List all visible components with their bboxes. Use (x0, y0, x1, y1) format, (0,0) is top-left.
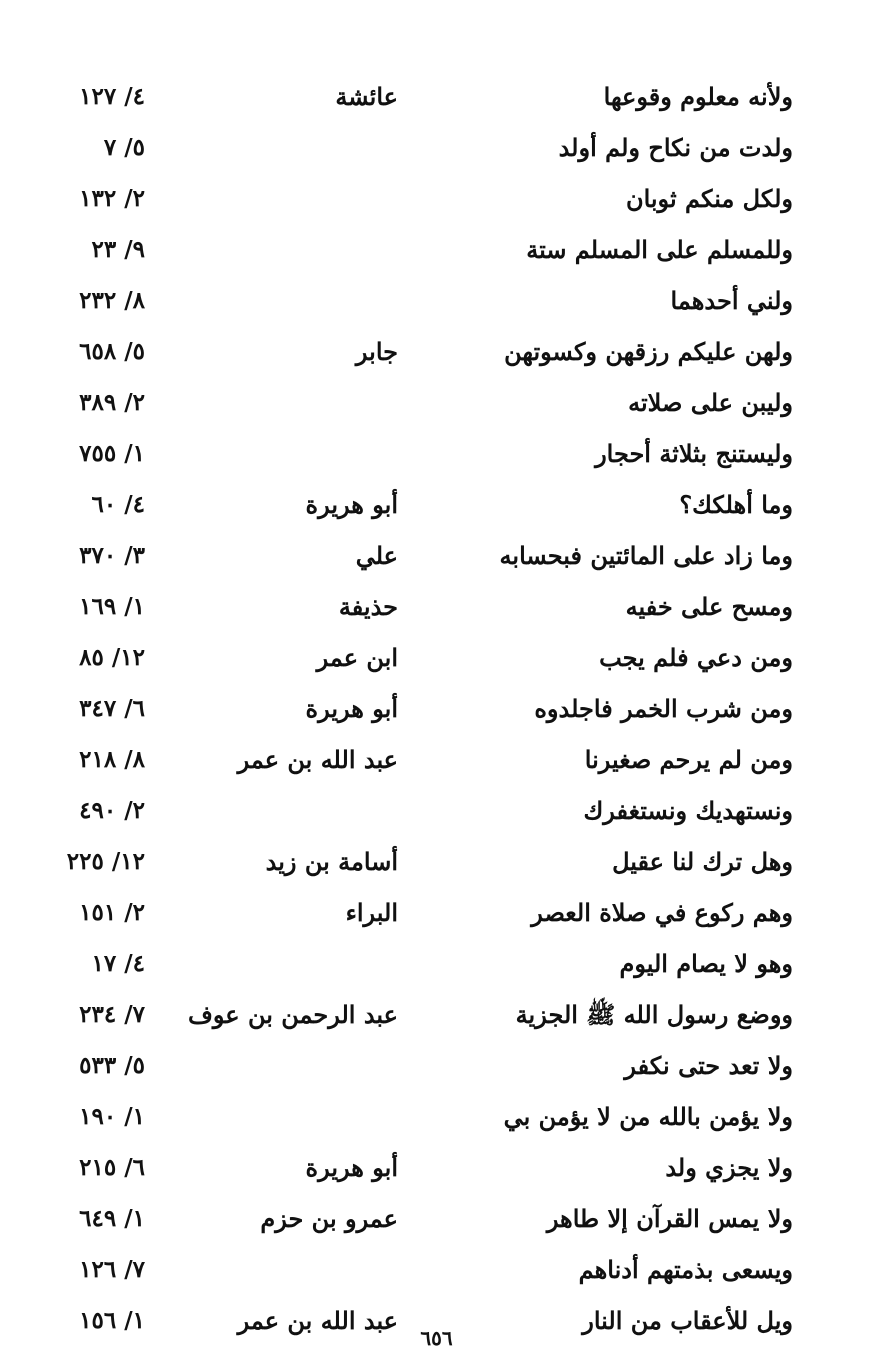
index-entry (0, 1091, 873, 1142)
hadith-text: وليستنج بثلاثة أحجار (595, 439, 793, 468)
index-entry (0, 479, 873, 530)
narrator-name: ابن عمر (316, 643, 398, 672)
narrator-name: البراء (345, 898, 398, 927)
narrator-name: عبد الرحمن بن عوف (188, 1000, 398, 1029)
volume-page-reference: ٢/ ١٣٢ (79, 185, 145, 212)
page-number: ٦٥٦ (420, 1326, 453, 1350)
volume-page-reference: ١/ ٧٥٥ (79, 440, 145, 467)
hadith-text: ولا تعد حتى نكفر (624, 1051, 793, 1080)
hadith-text: ولا يمس القرآن إلا طاهر (546, 1204, 793, 1233)
volume-page-reference: ٨/ ٢٣٢ (79, 287, 145, 314)
index-entry (0, 1142, 873, 1193)
volume-page-reference: ٩/ ٢٣ (91, 236, 145, 263)
volume-page-reference: ١٢/ ٢٢٥ (66, 848, 145, 875)
hadith-text: ولدت من نكاح ولم أولد (558, 133, 793, 162)
index-entry (0, 785, 873, 836)
volume-page-reference: ٢/ ٤٩٠ (79, 797, 145, 824)
index-entry (0, 71, 873, 122)
index-entry (0, 887, 873, 938)
volume-page-reference: ٥/ ٥٣٣ (79, 1052, 145, 1079)
volume-page-reference: ٨/ ٢١٨ (79, 746, 145, 773)
hadith-text: ولا يجزي ولد (665, 1153, 793, 1182)
volume-page-reference: ٦/ ٢١٥ (79, 1154, 145, 1181)
index-entry (0, 122, 873, 173)
volume-page-reference: ٧/ ١٢٦ (79, 1256, 145, 1283)
hadith-text: وهو لا يصام اليوم (619, 949, 793, 978)
volume-page-reference: ٢/ ٣٨٩ (79, 389, 145, 416)
index-entry (0, 326, 873, 377)
hadith-text: وهم ركوع في صلاة العصر (531, 898, 793, 927)
hadith-index-list (0, 71, 873, 1346)
hadith-text: ومن شرب الخمر فاجلدوه (534, 694, 793, 723)
hadith-text: وما أهلكك؟ (679, 490, 793, 519)
hadith-text: ولا يؤمن بالله من لا يؤمن بي (503, 1102, 793, 1131)
hadith-text: ويسعى بذمتهم أدناهم (578, 1255, 793, 1284)
hadith-text: وللمسلم على المسلم ستة (526, 235, 793, 264)
narrator-name: جابر (355, 337, 398, 366)
index-entry (0, 938, 873, 989)
volume-page-reference: ٤/ ١٧ (91, 950, 145, 977)
hadith-text: ونستهديك ونستغفرك (583, 796, 793, 825)
narrator-name: أبو هريرة (305, 490, 398, 519)
volume-page-reference: ٢/ ١٥١ (79, 899, 145, 926)
narrator-name: أسامة بن زيد (265, 847, 398, 876)
volume-page-reference: ٣/ ٣٧٠ (79, 542, 145, 569)
narrator-name: أبو هريرة (305, 694, 398, 723)
volume-page-reference: ١/ ١٦٩ (79, 593, 145, 620)
hadith-text: ومن لم يرحم صغيرنا (584, 745, 793, 774)
narrator-name: أبو هريرة (305, 1153, 398, 1182)
index-entry (0, 275, 873, 326)
narrator-name: علي (355, 541, 398, 570)
index-entry (0, 1040, 873, 1091)
index-entry (0, 1193, 873, 1244)
hadith-text: وما زاد على المائتين فبحسابه (499, 541, 793, 570)
hadith-text: ولهن عليكم رزقهن وكسوتهن (504, 337, 793, 366)
index-entry (0, 377, 873, 428)
volume-page-reference: ١٢/ ٨٥ (79, 644, 145, 671)
hadith-text: ولكل منكم ثوبان (625, 184, 793, 213)
volume-page-reference: ١/ ١٩٠ (79, 1103, 145, 1130)
index-entry (0, 734, 873, 785)
index-entry (0, 683, 873, 734)
narrator-name: عمرو بن حزم (260, 1204, 398, 1233)
volume-page-reference: ٥/ ٦٥٨ (79, 338, 145, 365)
index-entry (0, 224, 873, 275)
hadith-text: ومسح على خفيه (625, 592, 793, 621)
index-entry (0, 836, 873, 887)
narrator-name: عبد الله بن عمر (237, 745, 398, 774)
hadith-text: وهل ترك لنا عقيل (612, 847, 793, 876)
index-entry (0, 989, 873, 1040)
volume-page-reference: ٧/ ٢٣٤ (79, 1001, 145, 1028)
index-entry (0, 173, 873, 224)
volume-page-reference: ١/ ٦٤٩ (79, 1205, 145, 1232)
volume-page-reference: ٥/ ٧ (103, 134, 145, 161)
volume-page-reference: ٤/ ٦٠ (91, 491, 145, 518)
narrator-name: عبد الله بن عمر (237, 1306, 398, 1335)
narrator-name: عائشة (335, 82, 398, 111)
index-entry (0, 632, 873, 683)
volume-page-reference: ٦/ ٣٤٧ (79, 695, 145, 722)
index-entry (0, 1244, 873, 1295)
hadith-text: ولأنه معلوم وقوعها (603, 82, 793, 111)
hadith-text: وليبن على صلاته (628, 388, 793, 417)
hadith-text: ووضع رسول الله ﷺ الجزية (515, 1000, 793, 1029)
narrator-name: حذيفة (338, 592, 398, 621)
index-entry (0, 530, 873, 581)
hadith-text: ويل للأعقاب من النار (582, 1306, 793, 1335)
hadith-text: ولني أحدهما (670, 286, 793, 315)
volume-page-reference: ٤/ ١٢٧ (79, 83, 145, 110)
index-entry (0, 581, 873, 632)
volume-page-reference: ١/ ١٥٦ (79, 1307, 145, 1334)
hadith-text: ومن دعي فلم يجب (599, 643, 793, 672)
index-entry (0, 428, 873, 479)
